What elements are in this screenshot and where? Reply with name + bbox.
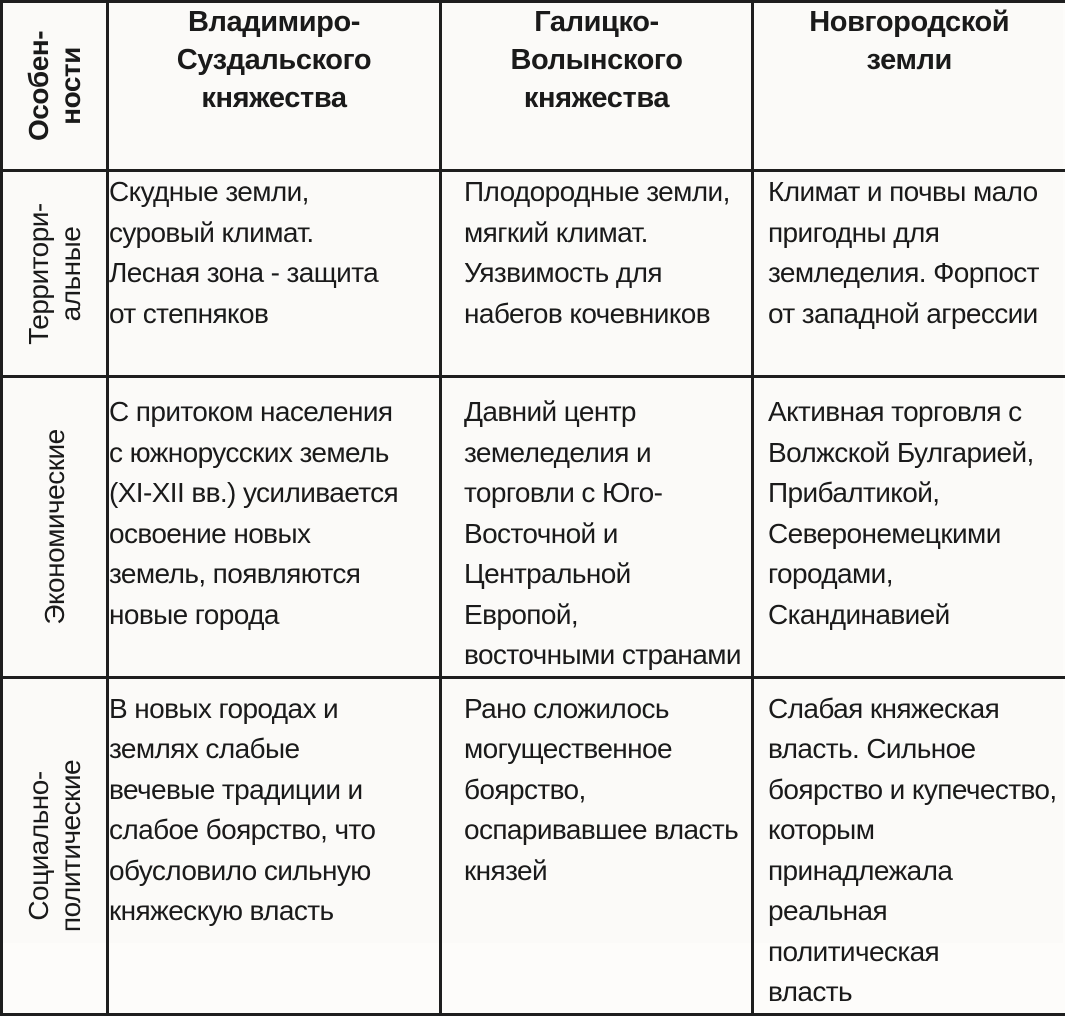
table-row-economic xyxy=(2,377,1065,678)
table-header-row xyxy=(2,2,1065,171)
column-header-vladimir-suzdal: Владимиро- Суздальского княжества xyxy=(108,2,441,171)
cell-social-vladimir-suzdal: В новых городах и землях слабые вечевые традиции и слабое боярство, что обусловило сильную княжескую власть xyxy=(108,677,441,1014)
row-label-cell xyxy=(2,171,108,377)
cell-social-galicia-volhynia: Рано сложилось могущественное боярство, оспаривавшее власть князей xyxy=(441,677,753,1014)
cell-social-novgorod: Слабая княжеская власть. Сильное боярство и купечество, которым принадлежала реальная политическая власть xyxy=(753,677,1065,1014)
cell-territorial-novgorod: Климат и почвы мало пригодны для земледелия. Форпост от западной агрессии xyxy=(753,171,1065,377)
row-label-cell xyxy=(2,377,108,678)
corner-label: Особен- ности xyxy=(22,30,86,142)
corner-header-cell xyxy=(2,2,108,171)
cell-territorial-vladimir-suzdal: Скудные земли, суровый климат. Лесная зона - защита от степняков xyxy=(108,171,441,377)
cell-economic-novgorod: Активная торговля с Волжской Булгарией, Прибалтикой, Северонемецкими городами, Скандинавией xyxy=(753,377,1065,678)
row-label-cell xyxy=(2,677,108,1014)
cell-economic-vladimir-suzdal: С притоком населения с южнорусских земель (XI-XII вв.) усиливается освоение новых земель, появляются новые города xyxy=(108,377,441,678)
cell-economic-galicia-volhynia: Давний центр земеледелия и торговли с Юго- Восточной и Центральной Европой, восточными странами xyxy=(441,377,753,678)
row-label-economic: Экономические xyxy=(38,429,70,625)
cell-territorial-galicia-volhynia: Плодородные земли, мягкий климат. Уязвимость для набегов кочевников xyxy=(441,171,753,377)
row-label-social-political: Социально- политические xyxy=(22,759,86,932)
row-label-territorial: Территори- альные xyxy=(22,202,86,345)
table-row-social-political xyxy=(2,677,1065,1014)
table-row-territorial xyxy=(2,171,1065,377)
column-header-novgorod: Новгородской земли xyxy=(753,2,1065,171)
column-header-galicia-volhynia: Галицко- Волынского княжества xyxy=(441,2,753,171)
